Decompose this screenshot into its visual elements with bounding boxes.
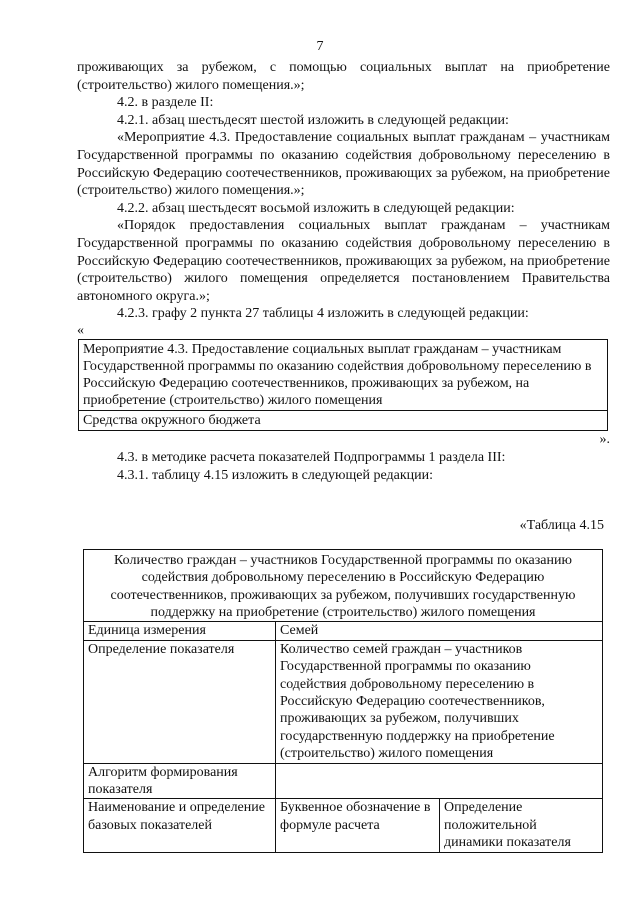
cell-unit-value: Семей bbox=[276, 622, 603, 640]
table-row bbox=[84, 763, 603, 799]
table-caption: «Таблица 4.15 bbox=[519, 518, 604, 534]
cell-base-letter: Буквенное обозначение в формуле расчета bbox=[276, 799, 440, 852]
cell-base-dynamics: Определение положительной динамики показателя bbox=[440, 799, 603, 852]
paragraph-quote-procedure: «Порядок предоставления социальных выплат гражданам – участникам Государственной программы по оказанию содействия добровольному переселению в Российскую Федерацию соотечественников, проживающих за рубежом, на приобретение (строительство) жилого помещения определяется постановлением Правительства автономного округа.»; bbox=[77, 218, 610, 304]
paragraph-4-3-1: 4.3.1. таблицу 4.15 изложить в следующей редакции: bbox=[117, 467, 434, 483]
table-row bbox=[84, 549, 603, 622]
paragraph-4-2-1: 4.2.1. абзац шестьдесят шестой изложить в следующей редакции: bbox=[117, 112, 509, 128]
table-4-column-2 bbox=[78, 339, 608, 431]
paragraph-4-3: 4.3. в методике расчета показателей Подпрограммы 1 раздела III: bbox=[117, 449, 506, 465]
table-row bbox=[84, 799, 603, 852]
paragraph-continuation: проживающих за рубежом, с помощью социальных выплат на приобретение (строительство) жилого помещения.»; bbox=[77, 60, 610, 93]
paragraph-4-2: 4.2. в разделе II: bbox=[117, 95, 214, 111]
cell-base-label: Наименование и определение базовых показателей bbox=[84, 799, 276, 852]
table-cell-funding: Средства окружного бюджета bbox=[79, 410, 608, 430]
document-body bbox=[77, 59, 610, 853]
table-row bbox=[84, 622, 603, 640]
table-cell-measure: Мероприятие 4.3. Предоставление социальных выплат гражданам – участникам Государственной программы по оказанию содействия добровольному переселению в Российскую Федерацию соотечественников, проживающих за рубежом, на приобретение (строительство) жилого помещения bbox=[79, 339, 608, 410]
cell-unit-label: Единица измерения bbox=[84, 622, 276, 640]
paragraph-quote-measure-4-3: «Мероприятие 4.3. Предоставление социальных выплат гражданам – участникам Государственной программы по оказанию содействия добровольному переселению в Российскую Федерацию соотечественников, проживающих за рубежом, на приобретение (строительство) жилого помещения.»; bbox=[77, 130, 610, 199]
paragraph-4-2-3: 4.2.3. графу 2 пункта 27 таблицы 4 изложить в следующей редакции: bbox=[117, 306, 529, 322]
paragraph-4-2-2: 4.2.2. абзац шестьдесят восьмой изложить в следующей редакции: bbox=[117, 200, 515, 216]
cell-definition-value: Количество семей граждан – участников Государственной программы по оказанию содействия добровольному переселению в Российскую Федерацию соотечественников, проживающих за рубежом, получивших государственную поддержку на приобретение (строительство) жилого помещения bbox=[276, 640, 603, 763]
cell-algorithm-label: Алгоритм формирования показателя bbox=[84, 763, 276, 799]
quote-close-mark: ». bbox=[599, 431, 610, 447]
table-row bbox=[79, 410, 608, 430]
table-4-15 bbox=[83, 549, 603, 853]
quote-open-mark: « bbox=[77, 322, 84, 338]
table-row bbox=[79, 339, 608, 410]
table-row bbox=[84, 640, 603, 763]
page-number: 7 bbox=[316, 39, 324, 54]
cell-algorithm-value bbox=[276, 763, 603, 799]
table-header-indicator: Количество граждан – участников Государственной программы по оказанию содействия добровольному переселению в Российскую Федерацию соотечественников, проживающих за рубежом, получивших государственную поддержку на приобретение (строительство) жилого помещения bbox=[84, 549, 603, 622]
cell-definition-label: Определение показателя bbox=[84, 640, 276, 763]
